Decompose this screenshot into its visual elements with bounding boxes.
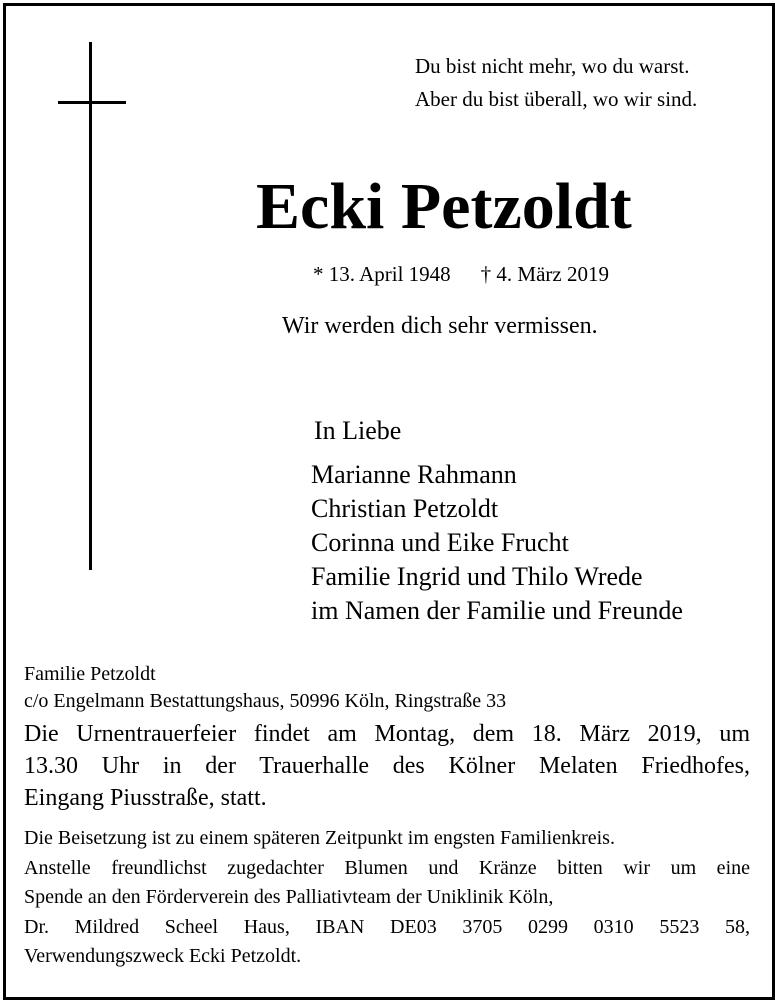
birth-date: * 13. April 1948 xyxy=(313,262,451,286)
life-dates xyxy=(313,260,609,288)
mourner: Familie Ingrid und Thilo Wrede xyxy=(311,562,643,591)
deceased-name: Ecki Petzoldt xyxy=(256,170,632,243)
mourners-list xyxy=(311,458,683,628)
death-date: † 4. März 2019 xyxy=(480,262,609,286)
quote-line: Aber du bist überall, wo wir sind. xyxy=(415,87,698,111)
farewell-message: Wir werden dich sehr vermissen. xyxy=(282,313,598,339)
cross-icon-crossbar xyxy=(58,101,126,104)
burial-line: Dr. Mildred Scheel Haus, IBAN DE03 3705 0299 0310 5523 58, xyxy=(24,915,750,938)
burial-line: Anstelle freundlichst zugedachter Blumen und Kränze bitten wir um eine xyxy=(24,856,750,879)
cross-icon xyxy=(89,42,92,570)
burial-line: Verwendungszweck Ecki Petzoldt. xyxy=(24,945,302,967)
contact-address xyxy=(24,661,506,715)
mourner: Marianne Rahmann xyxy=(311,460,517,489)
signoff: In Liebe xyxy=(314,416,402,445)
burial-line: Die Beisetzung ist zu einem späteren Zeitpunkt im engsten Familienkreis. xyxy=(24,827,615,849)
mourner: im Namen der Familie und Freunde xyxy=(311,596,683,625)
mourner: Christian Petzoldt xyxy=(311,494,499,523)
ceremony-line: Eingang Piusstraße, statt. xyxy=(24,785,267,811)
mourner: Corinna und Eike Frucht xyxy=(311,528,569,557)
ceremony-line: Die Urnentrauerfeier findet am Montag, dem 18. März 2019, um xyxy=(24,721,750,747)
ceremony-notice xyxy=(24,718,750,814)
burial-line: Spende an den Förderverein des Palliativteam der Uniklinik Köln, xyxy=(24,886,554,908)
ceremony-line: 13.30 Uhr in der Trauerhalle des Kölner Melaten Friedhofes, xyxy=(24,753,750,779)
memorial-quote xyxy=(415,50,697,116)
contact-funeral-home: c/o Engelmann Bestattungshaus, 50996 Köln, Ringstraße 33 xyxy=(24,690,507,712)
contact-family: Familie Petzoldt xyxy=(24,663,156,685)
quote-line: Du bist nicht mehr, wo du warst. xyxy=(415,54,690,78)
burial-notice xyxy=(24,824,750,972)
